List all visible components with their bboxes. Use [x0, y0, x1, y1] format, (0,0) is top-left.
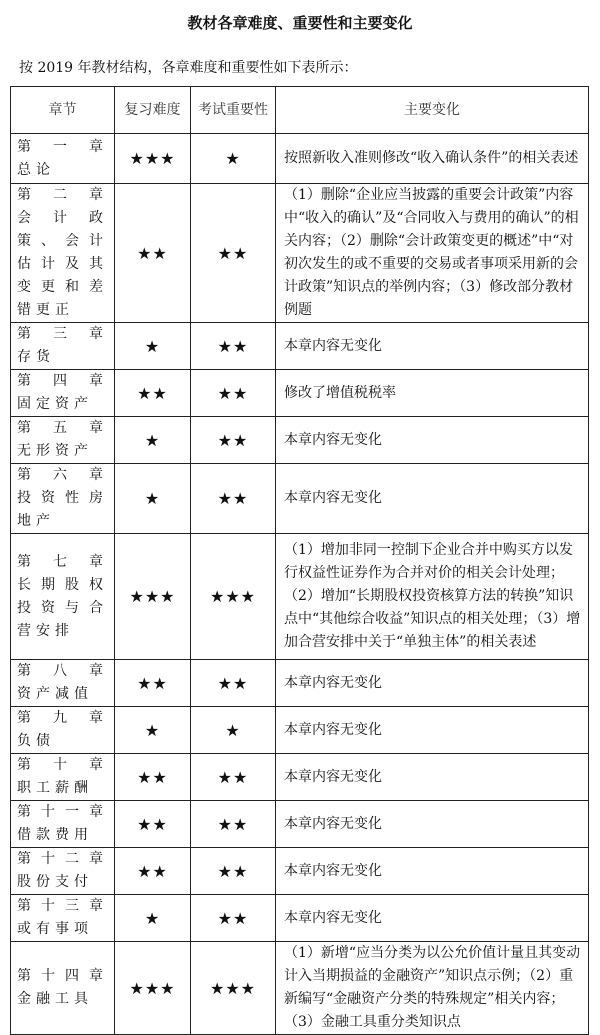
difficulty-stars: ★: [115, 707, 191, 754]
chapter-cell: 第十四章金融工具: [11, 942, 115, 1035]
chapter-table: [10, 86, 589, 1035]
difficulty-stars: ★: [115, 417, 191, 464]
chapter-cell: 第三章 存货: [11, 323, 115, 370]
difficulty-stars: ★: [115, 323, 191, 370]
chapter-cell: 第四章 固定资产: [11, 370, 115, 417]
table-row: [11, 370, 589, 417]
change-cell: 本章内容无变化: [276, 848, 589, 895]
change-cell: 本章内容无变化: [276, 323, 589, 370]
difficulty-stars: ★★: [115, 754, 191, 801]
importance-stars: ★★★: [191, 942, 276, 1035]
table-row: [11, 660, 589, 707]
table-row: [11, 895, 589, 942]
importance-stars: ★★: [191, 801, 276, 848]
importance-stars: ★★: [191, 417, 276, 464]
difficulty-stars: ★★: [115, 848, 191, 895]
importance-stars: ★: [191, 707, 276, 754]
change-cell: （1）增加非同一控制下企业合并中购买方以发行权益性证券作为合并对价的相关会计处理；（2）增加“长期股权投资核算方法的转换”知识点中“其他综合收益”知识点的相关处理；（3）增加合营安排中关于“单独主体”的相关表述: [276, 534, 589, 660]
importance-stars: ★: [191, 134, 276, 184]
table-row: [11, 801, 589, 848]
difficulty-stars: ★: [115, 895, 191, 942]
chapter-cell: 第八章 资产减值: [11, 660, 115, 707]
table-row: [11, 942, 589, 1035]
table-row: [11, 184, 589, 323]
chapter-cell: 第二章 会计政策、会计估计及其变更和差错更正: [11, 184, 115, 323]
page-title: 教材各章难度、重要性和主要变化: [187, 14, 413, 32]
importance-stars: ★★: [191, 895, 276, 942]
chapter-cell: 第十一章借款费用: [11, 801, 115, 848]
change-cell: 按照新收入准则修改“收入确认条件”的相关表述: [276, 134, 589, 184]
difficulty-stars: ★★★: [115, 942, 191, 1035]
importance-stars: ★★: [191, 464, 276, 534]
difficulty-stars: ★★★: [115, 134, 191, 184]
chapter-cell: 第十三章或有事项: [11, 895, 115, 942]
table-row: [11, 534, 589, 660]
table-row: [11, 707, 589, 754]
chapter-cell: 第十章 职工薪酬: [11, 754, 115, 801]
change-cell: 本章内容无变化: [276, 895, 589, 942]
header-difficulty: 复习难度: [115, 87, 191, 134]
importance-stars: ★★: [191, 848, 276, 895]
importance-stars: ★★: [191, 754, 276, 801]
intro-text: 按 2019 年教材结构，各章难度和重要性如下表所示：: [19, 60, 358, 76]
difficulty-stars: ★: [115, 464, 191, 534]
difficulty-stars: ★★★: [115, 534, 191, 660]
importance-stars: ★★: [191, 660, 276, 707]
change-cell: （1）新增“应当分类为以公允价值计量且其变动计入当期损益的金融资产”知识点示例；（2）重新编写“金融资产分类的特殊规定”相关内容；（3）金融工具重分类知识点: [276, 942, 589, 1035]
chapter-cell: 第一章 总论: [11, 134, 115, 184]
difficulty-stars: ★★: [115, 184, 191, 323]
chapter-cell: 第九章 负债: [11, 707, 115, 754]
change-cell: （1）删除“企业应当披露的重要会计政策”内容中“收入的确认”及“合同收入与费用的确认”的相关内容；（2）删除“会计政策变更的概述”中“对初次发生的或不重要的交易或者事项采用新的会计政策”知识点的举例内容；（3）修改部分教材例题: [276, 184, 589, 323]
difficulty-stars: ★★: [115, 660, 191, 707]
change-cell: 本章内容无变化: [276, 754, 589, 801]
importance-stars: ★★: [191, 184, 276, 323]
table-header: [11, 87, 589, 134]
chapter-cell: 第十二章股份支付: [11, 848, 115, 895]
change-cell: 本章内容无变化: [276, 417, 589, 464]
table-row: [11, 754, 589, 801]
chapter-cell: 第五章 无形资产: [11, 417, 115, 464]
importance-stars: ★★★: [191, 534, 276, 660]
table-row: [11, 464, 589, 534]
change-cell: 修改了增值税税率: [276, 370, 589, 417]
difficulty-stars: ★★: [115, 370, 191, 417]
chapter-cell: 第七章 长期股权投资与合营安排: [11, 534, 115, 660]
table-row: [11, 134, 589, 184]
table-row: [11, 848, 589, 895]
header-chapter: 章节: [11, 87, 115, 134]
change-cell: 本章内容无变化: [276, 707, 589, 754]
importance-stars: ★★: [191, 370, 276, 417]
table-row: [11, 323, 589, 370]
difficulty-stars: ★★: [115, 801, 191, 848]
table-row: [11, 417, 589, 464]
importance-stars: ★★: [191, 323, 276, 370]
chapter-cell: 第六章 投资性房地产: [11, 464, 115, 534]
header-importance: 考试重要性: [191, 87, 276, 134]
change-cell: 本章内容无变化: [276, 801, 589, 848]
change-cell: 本章内容无变化: [276, 464, 589, 534]
header-change: 主要变化: [276, 87, 589, 134]
change-cell: 本章内容无变化: [276, 660, 589, 707]
